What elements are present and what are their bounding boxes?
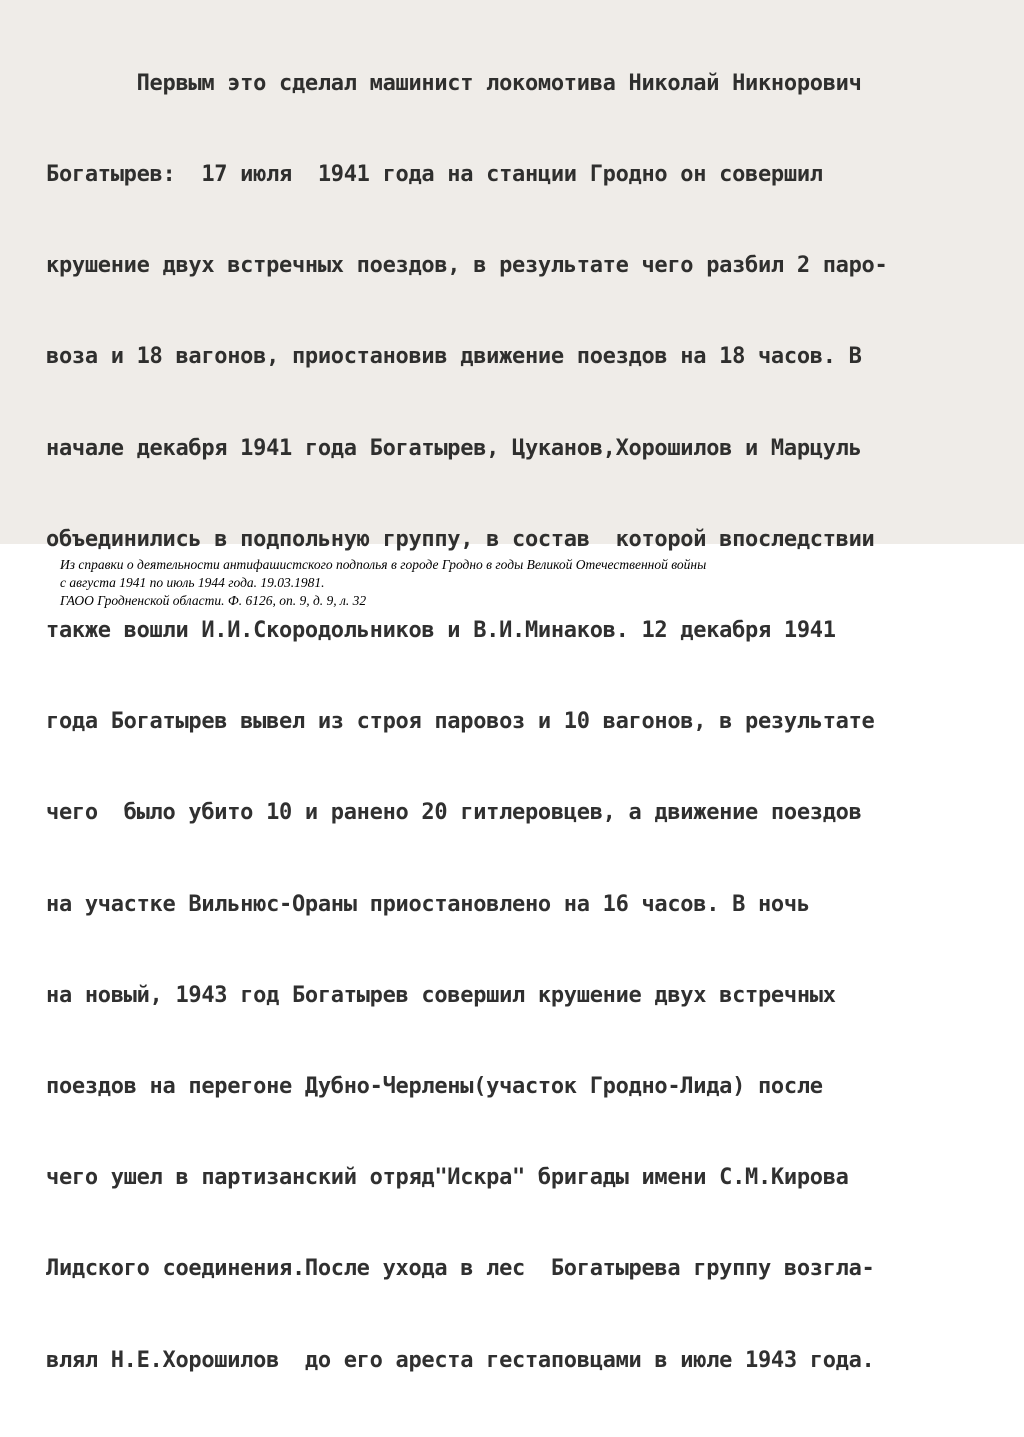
text-line: чего ушел в партизанский отряд"Искра" бригады имени С.М.Кирова xyxy=(46,1165,849,1191)
text-line: Первым это сделал машинист локомотива Николай Никнорович xyxy=(46,70,862,96)
text-line: начале декабря 1941 года Богатырев, Цуканов,Хорошилов и Марцуль xyxy=(46,435,862,461)
text-line: также вошли И.И.Скородольников и В.И.Минаков. 12 декабря 1941 xyxy=(46,618,836,644)
text-line: Богатырев: 17 июля 1941 года на станции Гродно он совершил xyxy=(46,162,823,188)
text-line: поездов на перегоне Дубно-Черлены(участок Гродно-Лида) после xyxy=(46,1074,823,1100)
text-line: крушение двух встречных поездов, в результате чего разбил 2 паро- xyxy=(46,253,888,279)
text-line: года Богатырев вывел из строя паровоз и 10 вагонов, в результате xyxy=(46,709,875,735)
caption-line: Из справки о деятельности антифашистского подполья в городе Гродно в годы Великой Отечественной войны xyxy=(60,557,707,572)
source-caption xyxy=(60,556,960,610)
text-line: на участке Вильнюс-Ораны приостановлено на 16 часов. В ночь xyxy=(46,891,810,917)
text-line: Лидского соединения.После ухода в лес Богатырева группу возгла- xyxy=(46,1256,875,1282)
caption-line: с августа 1941 по июль 1944 года. 19.03.1981. xyxy=(60,575,325,590)
text-line: воза и 18 вагонов, приостановив движение поездов на 18 часов. В xyxy=(46,344,862,370)
caption-line: ГАОО Гродненской области. Ф. 6126, оп. 9, д. 9, л. 32 xyxy=(60,593,367,608)
text-line: влял Н.Е.Хорошилов до его ареста гестаповцами в июле 1943 года. xyxy=(46,1347,875,1373)
text-line: чего было убито 10 и ранено 20 гитлеровцев, а движение поездов xyxy=(46,800,862,826)
text-line: объединились в подпольную группу, в состав которой впоследствии xyxy=(46,526,875,552)
text-line: на новый, 1943 год Богатырев совершил крушение двух встречных xyxy=(46,982,836,1008)
typewritten-text xyxy=(46,8,996,1437)
